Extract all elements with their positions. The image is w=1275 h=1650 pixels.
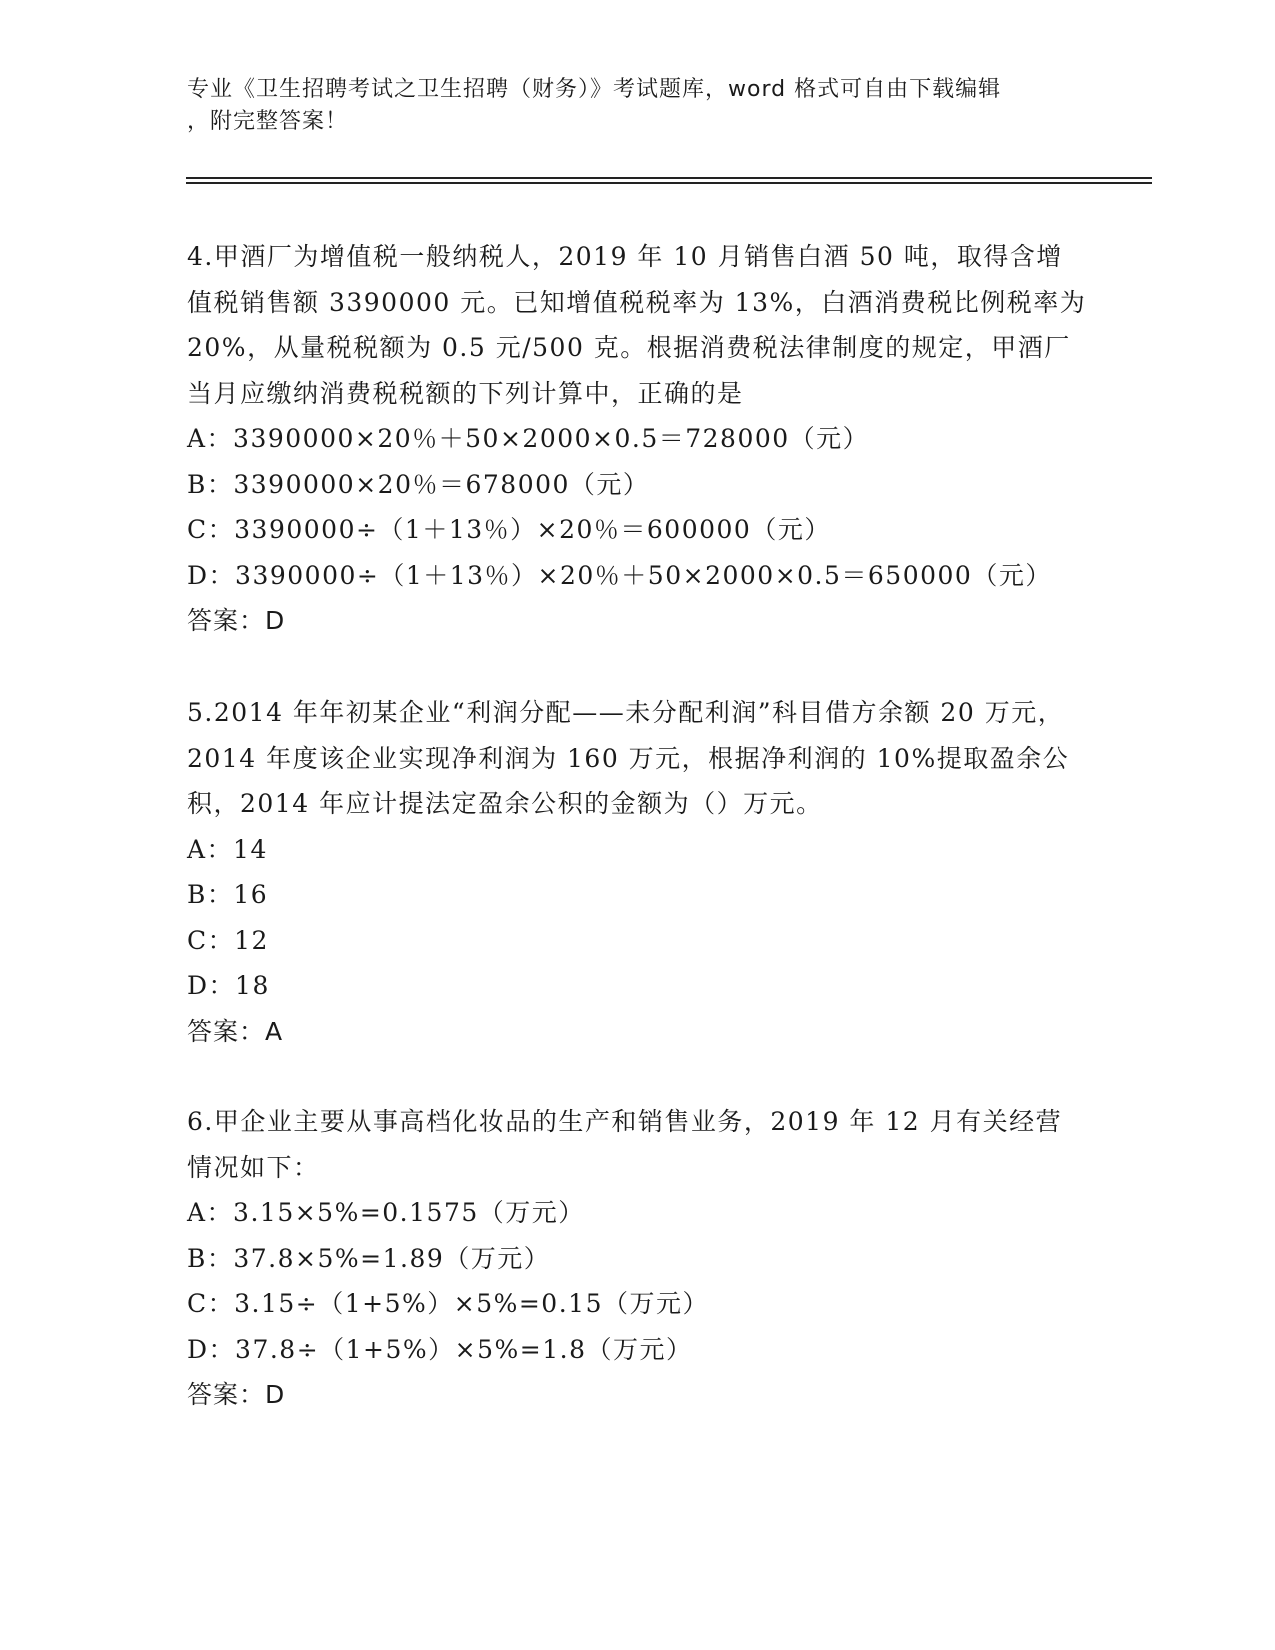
header-divider-top — [186, 177, 1152, 179]
option-a: A：14 — [187, 834, 268, 864]
header-divider-bottom — [186, 182, 1152, 184]
question-stem: 4.甲酒厂为增值税一般纳税人，2019 年 10 月销售白酒 50 吨，取得含增值税销售额 3390000 元。已知增值税税率为 13%，白酒消费税比例税率为 20%，从量税税额为 0.5 元/500 克。根据消费税法律制度的规定，甲酒厂当月应缴纳消费税税额的下列计算中，正确的是 — [187, 242, 1087, 408]
option-a: A：3.15×5%=0.1575（万元） — [187, 1198, 585, 1227]
option-c: C：3390000÷（1＋13％）×20％＝600000（元） — [187, 515, 831, 544]
question-stem: 6.甲企业主要从事高档化妆品的生产和销售业务，2019 年 12 月有关经营情况如下： — [187, 1107, 1063, 1182]
answer-line: 答案：D — [187, 606, 286, 635]
document-header — [187, 74, 1087, 138]
answer-line: 答案：A — [187, 1016, 284, 1046]
option-b: B：16 — [187, 880, 269, 909]
question-4 — [187, 234, 1087, 644]
option-d: D：18 — [187, 971, 270, 1000]
option-c: C：12 — [187, 925, 269, 955]
header-line-2: ，附完整答案！ — [187, 109, 349, 134]
answer-line: 答案：D — [187, 1380, 286, 1409]
question-6 — [187, 1099, 1087, 1418]
question-stem: 5.2014 年年初某企业“利润分配——未分配利润”科目借方余额 20 万元，2014 年度该企业实现净利润为 160 万元，根据净利润的 10%提取盈余公积，2014 年应计提法定盈余公积的金额为（）万元。 — [187, 698, 1070, 818]
option-c: C：3.15÷（1+5%）×5%=0.15（万元） — [187, 1289, 709, 1318]
option-a: A：3390000×20％＋50×2000×0.5＝728000（元） — [187, 424, 870, 453]
option-b: B：3390000×20％＝678000（元） — [187, 469, 650, 499]
option-b: B：37.8×5%=1.89（万元） — [187, 1243, 551, 1273]
header-line-1: 专业《卫生招聘考试之卫生招聘（财务）》考试题库，word 格式可自由下载编辑 — [187, 77, 1002, 102]
option-d: D：37.8÷（1+5%）×5%=1.8（万元） — [187, 1334, 693, 1364]
question-5 — [187, 690, 1087, 1054]
option-d: D：3390000÷（1＋13％）×20％＋50×2000×0.5＝650000（元） — [187, 560, 1052, 590]
